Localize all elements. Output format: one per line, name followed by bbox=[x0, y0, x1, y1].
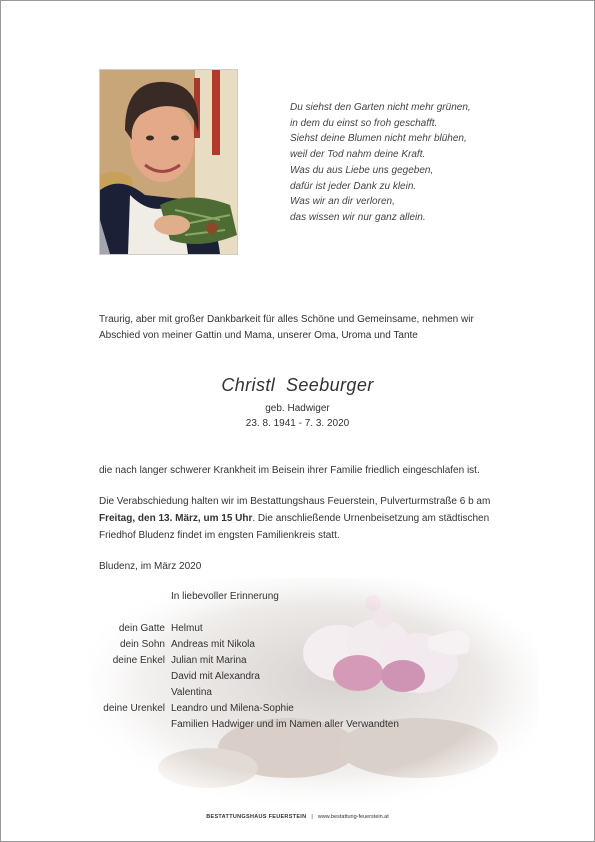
farewell-line: Friedhof Bludenz findet im engsten Familienkreis statt. bbox=[99, 530, 340, 541]
poem-line: Was du aus Liebe uns gegeben, bbox=[290, 164, 434, 176]
poem bbox=[290, 100, 471, 226]
family-names: Andreas mit Nikola bbox=[171, 639, 255, 650]
birth-name: geb. Hadwiger bbox=[265, 403, 330, 414]
farewell-line: Die Verabschiedung halten wir im Bestattungshaus Feuerstein, Pulverturmstraße 6 b am bbox=[99, 496, 491, 507]
farewell-line-2 bbox=[99, 510, 529, 527]
family-names: Helmut bbox=[171, 623, 203, 634]
relation-label: dein Gatte bbox=[118, 623, 165, 634]
poem-line: in dem du einst so froh geschafft. bbox=[290, 117, 438, 129]
footer-separator: | bbox=[311, 814, 313, 820]
poem-line: Was wir an dir verloren, bbox=[290, 196, 395, 208]
passing-text: die nach langer schwerer Krankheit im Beisein ihrer Familie friedlich eingeschlafen ist. bbox=[99, 465, 480, 476]
portrait-photo bbox=[99, 69, 238, 255]
farewell-date: Freitag, den 13. März, um 15 Uhr bbox=[99, 513, 253, 524]
poem-line: weil der Tod nahm deine Kraft. bbox=[290, 149, 426, 161]
relation-label: dein Sohn bbox=[119, 639, 165, 650]
family-names: David mit Alexandra bbox=[171, 671, 260, 682]
family-names: Leandro und Milena-Sophie bbox=[171, 703, 294, 714]
deceased-name bbox=[0, 375, 595, 396]
relation-label: deine Urenkel bbox=[103, 703, 165, 714]
relation-label: deine Enkel bbox=[112, 655, 165, 666]
first-name: Christl bbox=[221, 375, 276, 395]
orchid-background-image bbox=[88, 578, 538, 803]
website-link[interactable]: www.bestattung-feuerstein.at bbox=[317, 814, 389, 820]
portrait-image bbox=[100, 70, 237, 254]
intro-line: Traurig, aber mit großer Dankbarkeit für alles Schöne und Gemeinsame, nehmen wir bbox=[99, 314, 474, 325]
last-name: Seeburger bbox=[285, 375, 374, 395]
poem-line: Du siehst den Garten nicht mehr grünen, bbox=[290, 102, 471, 113]
family-names: Familien Hadwiger und im Namen aller Verwandten bbox=[171, 719, 399, 730]
farewell-text bbox=[99, 493, 529, 544]
intro-text bbox=[99, 312, 519, 344]
poem-line: das wissen wir nur ganz allein. bbox=[290, 211, 426, 223]
memory-heading: In liebevoller Erinnerung bbox=[171, 591, 279, 602]
family-names: Valentina bbox=[171, 687, 212, 698]
place-date: Bludenz, im März 2020 bbox=[99, 561, 202, 572]
farewell-rest: . Die anschließende Urnenbeisetzung am städtischen bbox=[252, 513, 490, 524]
footer bbox=[0, 814, 595, 820]
poem-line: Siehst deine Blumen nicht mehr blühen, bbox=[290, 133, 467, 145]
funeral-home-name: BESTATTUNGSHAUS FEUERSTEIN bbox=[206, 814, 307, 820]
intro-line: Abschied von meiner Gattin und Mama, unserer Oma, Uroma und Tante bbox=[99, 330, 418, 341]
poem-line: dafür ist jeder Dank zu klein. bbox=[290, 180, 417, 192]
life-dates: 23. 8. 1941 - 7. 3. 2020 bbox=[245, 418, 350, 429]
orchid-image bbox=[88, 578, 538, 803]
family-names: Julian mit Marina bbox=[171, 655, 247, 666]
